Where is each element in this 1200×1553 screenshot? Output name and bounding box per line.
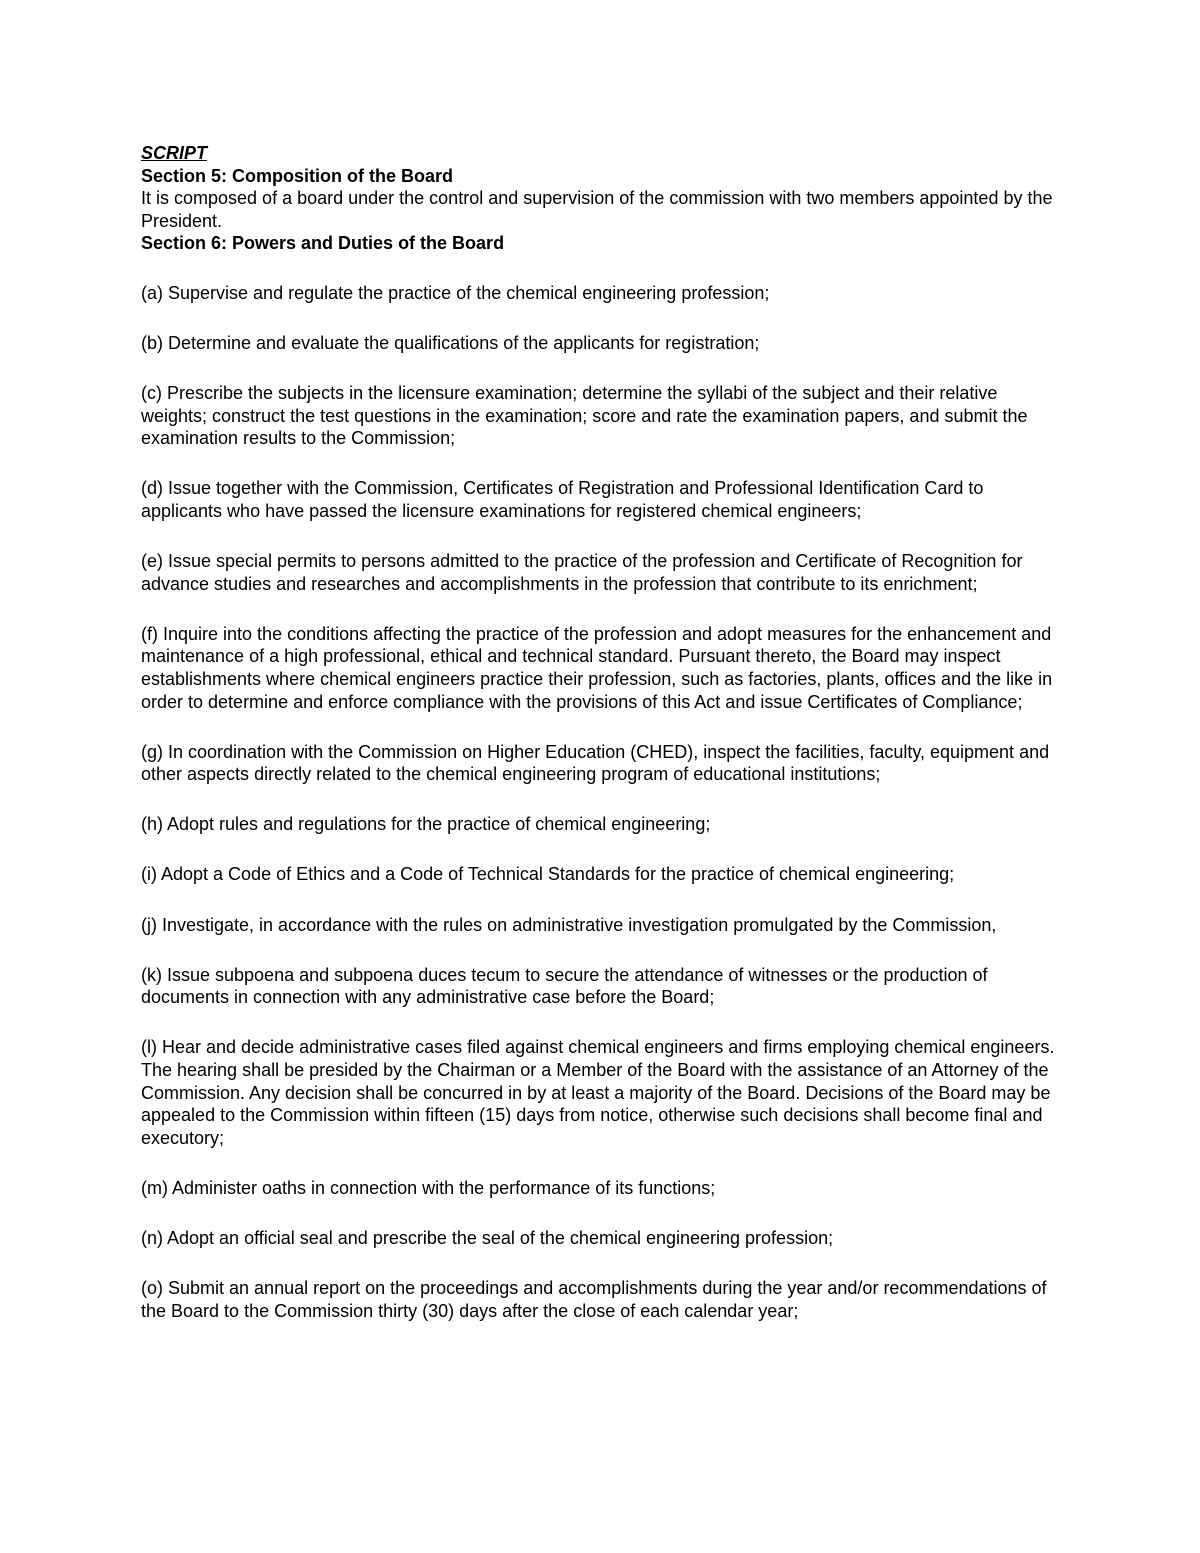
duty-item-b: (b) Determine and evaluate the qualifications of the applicants for registration; bbox=[141, 333, 760, 354]
duty-item-k: (k) Issue subpoena and subpoena duces tecum to secure the attendance of witnesses or the production of documents in connection with any administrative case before the Board; bbox=[141, 964, 988, 1008]
document-page bbox=[141, 142, 1066, 1322]
duty-item-m: (m) Administer oaths in connection with the performance of its functions; bbox=[141, 1177, 716, 1198]
section-5-body: It is composed of a board under the control and supervision of the commission with two members appointed by the President. bbox=[141, 188, 1053, 231]
duty-item-l: (l) Hear and decide administrative cases filed against chemical engineers and firms employing chemical engineers. The hearing shall be presided by the Chairman or a Member of the Board with the assistance of an Attorney of the Commission. Any decision shall be concurred in by at least a majority of the Board. Decisions of the Board may be appealed to the Commission within fifteen (15) days from notice, otherwise such decisions shall become final and executory; bbox=[141, 1037, 1055, 1148]
section-5-heading: Section 5: Composition of the Board bbox=[141, 165, 454, 186]
duty-item-o: (o) Submit an annual report on the proceedings and accomplishments during the year and/or recommendations of the Board to the Commission thirty (30) days after the close of each calendar year; bbox=[141, 1278, 1047, 1321]
duty-item-d: (d) Issue together with the Commission, Certificates of Registration and Professional Identification Card to applicants who have passed the licensure examinations for registered chemical engineers; bbox=[141, 478, 984, 522]
duty-item-h: (h) Adopt rules and regulations for the practice of chemical engineering; bbox=[141, 814, 711, 835]
duty-item-g: (g) In coordination with the Commission on Higher Education (CHED), inspect the facilities, faculty, equipment and other aspects directly related to the chemical engineering program of educational institutions; bbox=[141, 741, 1050, 785]
section-6-heading: Section 6: Powers and Duties of the Board bbox=[141, 233, 505, 254]
duty-item-i: (i) Adopt a Code of Ethics and a Code of Technical Standards for the practice of chemical engineering; bbox=[141, 864, 955, 885]
duty-item-c: (c) Prescribe the subjects in the licensure examination; determine the syllabi of the subject and their relative weights; construct the test questions in the examination; score and rate the examination papers, and submit the examination results to the Commission; bbox=[141, 383, 1028, 449]
script-title: SCRIPT bbox=[141, 143, 208, 163]
duty-item-e: (e) Issue special permits to persons admitted to the practice of the profession and Certificate of Recognition for advance studies and researches and accomplishments in the profession that contribute to its enrichment; bbox=[141, 551, 1023, 594]
duty-item-j: (j) Investigate, in accordance with the rules on administrative investigation promulgated by the Commission, bbox=[141, 914, 997, 935]
duty-item-f: (f) Inquire into the conditions affecting the practice of the profession and adopt measures for the enhancement and maintenance of a high professional, ethical and technical standard. Pursuant thereto, the Board may inspect establishments where chemical engineers practice their profession, such as factories, plants, offices and the like in order to determine and enforce compliance with the provisions of this Act and issue Certificates of Compliance; bbox=[141, 623, 1053, 712]
duty-item-a: (a) Supervise and regulate the practice of the chemical engineering profession; bbox=[141, 282, 770, 303]
duty-item-n: (n) Adopt an official seal and prescribe the seal of the chemical engineering profession; bbox=[141, 1227, 834, 1248]
